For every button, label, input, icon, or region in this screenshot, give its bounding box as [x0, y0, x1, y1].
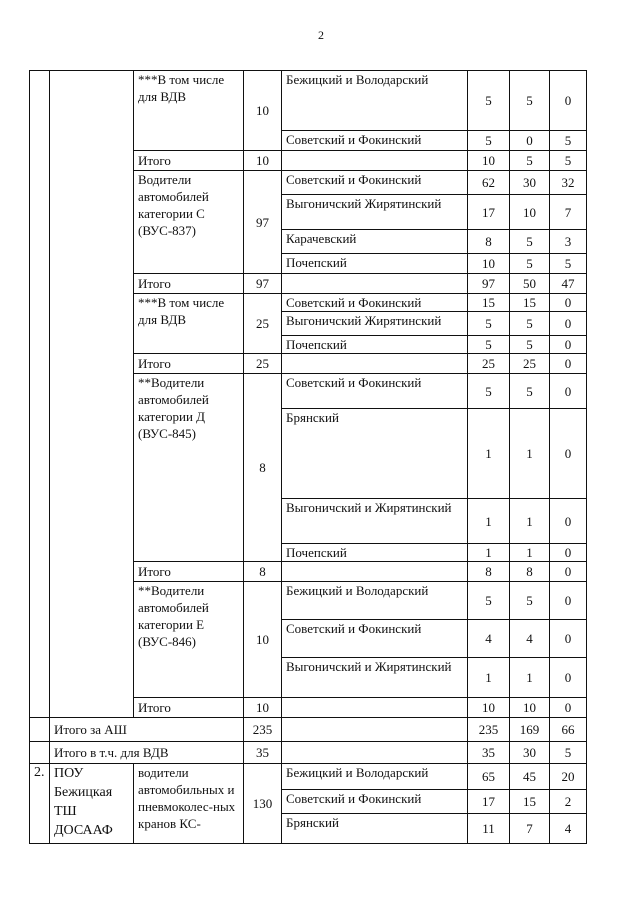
total-value: 10 [468, 698, 510, 718]
value-cell: 0 [550, 312, 587, 336]
org-count: 130 [244, 764, 282, 844]
total-value: 0 [550, 698, 587, 718]
value-cell: 5 [510, 254, 550, 274]
category-count: 25 [244, 294, 282, 354]
value-cell: 5 [468, 374, 510, 409]
value-cell: 8 [468, 230, 510, 254]
region-cell [282, 151, 468, 171]
summary-value: 30 [510, 742, 550, 764]
category-title: **Водители автомобилей категории Д (ВУС-845) [134, 374, 244, 562]
summary-count: 35 [244, 742, 282, 764]
table-body [30, 71, 587, 844]
summary-value: 66 [550, 718, 587, 742]
value-cell: 0 [550, 658, 587, 698]
table-row [30, 742, 587, 764]
value-cell: 1 [468, 544, 510, 562]
region-cell: Выгоничский Жирятинский [282, 312, 468, 336]
total-value: 0 [550, 354, 587, 374]
summary-value: 5 [550, 742, 587, 764]
value-cell: 7 [550, 195, 587, 230]
value-cell: 1 [510, 658, 550, 698]
total-count: 10 [244, 698, 282, 718]
value-cell: 5 [510, 374, 550, 409]
category-title: Водители автомобилей категории С (ВУС-837) [134, 171, 244, 274]
total-value: 8 [510, 562, 550, 582]
org-number: 2. [30, 764, 50, 844]
value-cell: 0 [550, 409, 587, 499]
region-cell: Советский и Фокинский [282, 131, 468, 151]
value-cell: 1 [510, 499, 550, 544]
value-cell: 4 [468, 620, 510, 658]
value-cell: 7 [510, 814, 550, 844]
region-cell: Советский и Фокинский [282, 171, 468, 195]
value-cell: 0 [550, 294, 587, 312]
region-cell: Брянский [282, 814, 468, 844]
value-cell: 4 [510, 620, 550, 658]
total-value: 97 [468, 274, 510, 294]
value-cell: 10 [510, 195, 550, 230]
value-cell: 15 [510, 790, 550, 814]
total-label: Итого [134, 354, 244, 374]
region-cell: Почепский [282, 544, 468, 562]
left-margin-cell [30, 718, 50, 742]
value-cell: 5 [510, 336, 550, 354]
region-cell [282, 698, 468, 718]
total-value: 50 [510, 274, 550, 294]
school-cell [50, 71, 134, 718]
region-cell: Выгоничский и Жирятинский [282, 658, 468, 698]
region-cell: Бежицкий и Володарский [282, 582, 468, 620]
category-count: 10 [244, 71, 282, 151]
region-cell: Карачевский [282, 230, 468, 254]
summary-label: Итого за АШ [50, 718, 244, 742]
region-cell: Советский и Фокинский [282, 790, 468, 814]
value-cell: 0 [550, 582, 587, 620]
org-specialty: водители автомобильных и пневмоколес-ных кранов КС- [134, 764, 244, 844]
total-value: 25 [510, 354, 550, 374]
total-value: 47 [550, 274, 587, 294]
category-title: ***В том числе для ВДВ [134, 71, 244, 151]
value-cell: 1 [510, 544, 550, 562]
total-value: 10 [510, 698, 550, 718]
value-cell: 4 [550, 814, 587, 844]
summary-count: 235 [244, 718, 282, 742]
value-cell: 1 [468, 409, 510, 499]
value-cell: 0 [550, 544, 587, 562]
region-cell: Бежицкий и Володарский [282, 71, 468, 131]
allocation-table [29, 70, 587, 844]
value-cell: 5 [468, 582, 510, 620]
value-cell: 65 [468, 764, 510, 790]
category-count: 10 [244, 582, 282, 698]
value-cell: 0 [550, 336, 587, 354]
total-value: 0 [550, 562, 587, 582]
category-title: **Водители автомобилей категории Е (ВУС-846) [134, 582, 244, 698]
total-label: Итого [134, 151, 244, 171]
summary-label: Итого в т.ч. для ВДВ [50, 742, 244, 764]
value-cell: 0 [550, 71, 587, 131]
total-count: 10 [244, 151, 282, 171]
region-cell: Советский и Фокинский [282, 294, 468, 312]
region-cell: Бежицкий и Володарский [282, 764, 468, 790]
total-count: 97 [244, 274, 282, 294]
value-cell: 30 [510, 171, 550, 195]
value-cell: 1 [468, 658, 510, 698]
total-label: Итого [134, 698, 244, 718]
value-cell: 5 [468, 71, 510, 131]
value-cell: 11 [468, 814, 510, 844]
value-cell: 3 [550, 230, 587, 254]
value-cell: 0 [550, 374, 587, 409]
value-cell: 2 [550, 790, 587, 814]
table-row [30, 718, 587, 742]
total-value: 5 [510, 151, 550, 171]
region-cell [282, 718, 468, 742]
value-cell: 5 [510, 71, 550, 131]
total-value: 5 [550, 151, 587, 171]
summary-value: 35 [468, 742, 510, 764]
value-cell: 15 [510, 294, 550, 312]
value-cell: 1 [468, 499, 510, 544]
category-count: 97 [244, 171, 282, 274]
summary-value: 169 [510, 718, 550, 742]
value-cell: 20 [550, 764, 587, 790]
summary-value: 235 [468, 718, 510, 742]
value-cell: 0 [510, 131, 550, 151]
total-value: 25 [468, 354, 510, 374]
value-cell: 0 [550, 620, 587, 658]
value-cell: 10 [468, 254, 510, 274]
category-title: ***В том числе для ВДВ [134, 294, 244, 354]
value-cell: 5 [550, 131, 587, 151]
value-cell: 5 [510, 230, 550, 254]
org-name: ПОУ Бежицкая ТШ ДОСААФ [50, 764, 134, 844]
value-cell: 1 [510, 409, 550, 499]
region-cell [282, 274, 468, 294]
left-margin-cell [30, 71, 50, 718]
region-cell: Выгоничский Жирятинский [282, 195, 468, 230]
region-cell: Советский и Фокинский [282, 374, 468, 409]
region-cell: Почепский [282, 336, 468, 354]
region-cell: Брянский [282, 409, 468, 499]
total-value: 10 [468, 151, 510, 171]
region-cell: Почепский [282, 254, 468, 274]
region-cell [282, 354, 468, 374]
value-cell: 5 [468, 312, 510, 336]
total-label: Итого [134, 562, 244, 582]
value-cell: 45 [510, 764, 550, 790]
region-cell [282, 742, 468, 764]
value-cell: 5 [510, 312, 550, 336]
region-cell: Выгоничский и Жирятинский [282, 499, 468, 544]
left-margin-cell [30, 742, 50, 764]
value-cell: 62 [468, 171, 510, 195]
value-cell: 5 [550, 254, 587, 274]
value-cell: 0 [550, 499, 587, 544]
value-cell: 5 [468, 131, 510, 151]
value-cell: 17 [468, 195, 510, 230]
value-cell: 17 [468, 790, 510, 814]
value-cell: 32 [550, 171, 587, 195]
category-count: 8 [244, 374, 282, 562]
total-label: Итого [134, 274, 244, 294]
total-count: 8 [244, 562, 282, 582]
region-cell [282, 562, 468, 582]
table-row [30, 764, 587, 790]
value-cell: 15 [468, 294, 510, 312]
value-cell: 5 [468, 336, 510, 354]
total-count: 25 [244, 354, 282, 374]
region-cell: Советский и Фокинский [282, 620, 468, 658]
page-number: 2 [318, 28, 324, 42]
total-value: 8 [468, 562, 510, 582]
value-cell: 5 [510, 582, 550, 620]
table-row [30, 71, 587, 131]
